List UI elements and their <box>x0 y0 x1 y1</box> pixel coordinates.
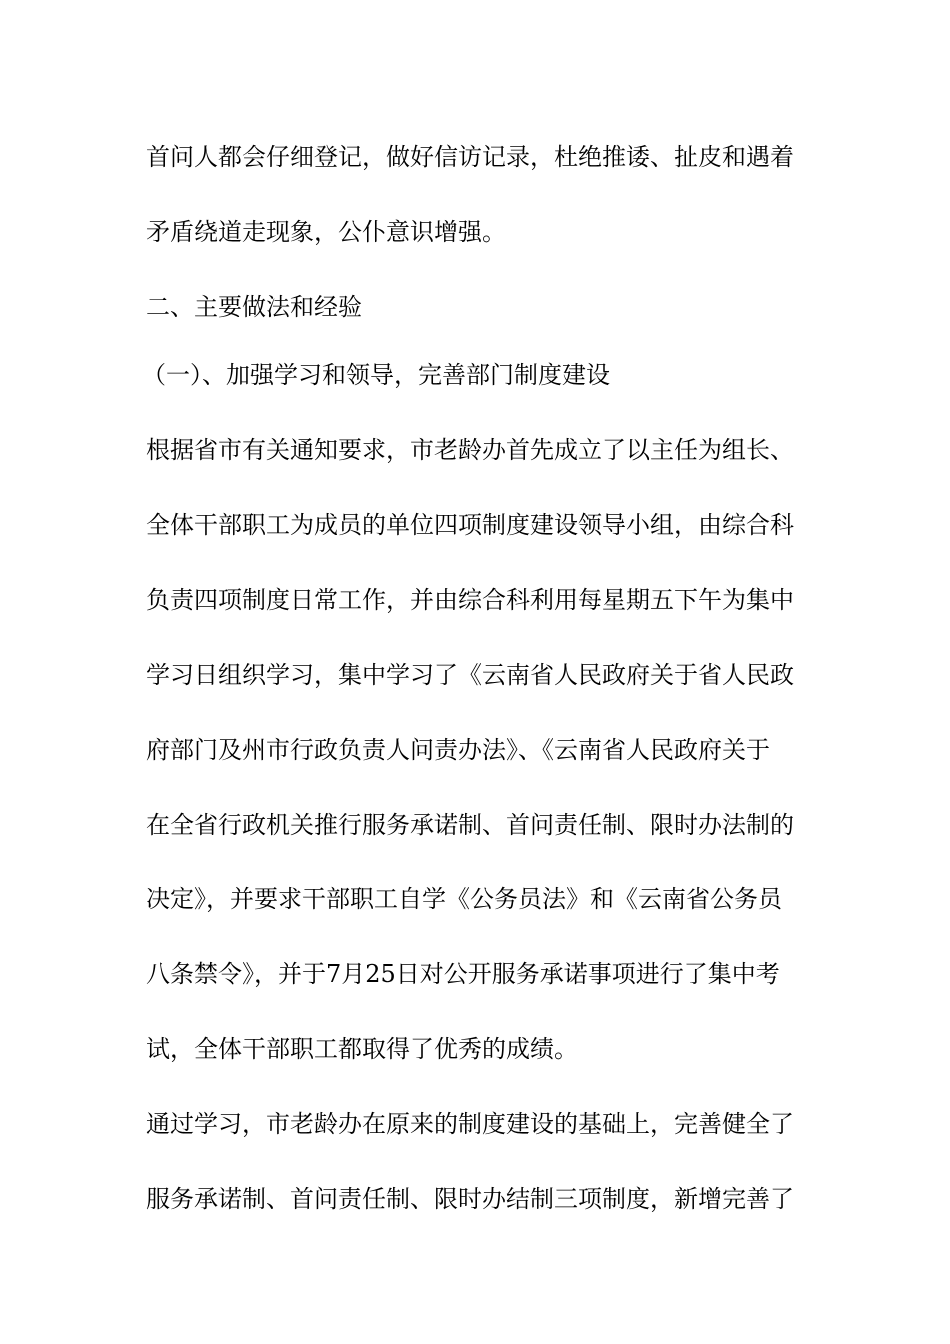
section-heading: 二、主要做法和经验 <box>146 293 362 321</box>
text-line: 矛盾绕道走现象，公仆意识增强。 <box>146 218 506 246</box>
text-line: 府部门及州市行政负责人问责办法》、《云南省人民政府关于 <box>146 736 770 764</box>
text-line: 通过学习，市老龄办在原来的制度建设的基础上，完善健全了 <box>146 1110 794 1138</box>
text-line: 首问人都会仔细登记，做好信访记录，杜绝推诿、扯皮和遇着 <box>146 143 794 171</box>
subsection-heading: （一）、加强学习和领导，完善部门制度建设 <box>142 361 610 389</box>
text-line: 根据省市有关通知要求，市老龄办首先成立了以主任为组长、 <box>146 436 794 464</box>
text-line: 决定》，并要求干部职工自学《公务员法》和《云南省公务员 <box>146 885 782 913</box>
text-line: 八条禁令》，并于7月25日对公开服务承诺事项进行了集中考 <box>146 960 780 988</box>
text-line: 负责四项制度日常工作，并由综合科利用每星期五下午为集中 <box>146 586 794 614</box>
text-line: 试，全体干部职工都取得了优秀的成绩。 <box>146 1035 578 1063</box>
text-line: 在全省行政机关推行服务承诺制、首问责任制、限时办法制的 <box>146 811 794 839</box>
text-line: 学习日组织学习，集中学习了《云南省人民政府关于省人民政 <box>146 661 794 689</box>
text-line: 服务承诺制、首问责任制、限时办结制三项制度，新增完善了 <box>146 1185 794 1213</box>
text-line: 全体干部职工为成员的单位四项制度建设领导小组，由综合科 <box>146 511 794 539</box>
